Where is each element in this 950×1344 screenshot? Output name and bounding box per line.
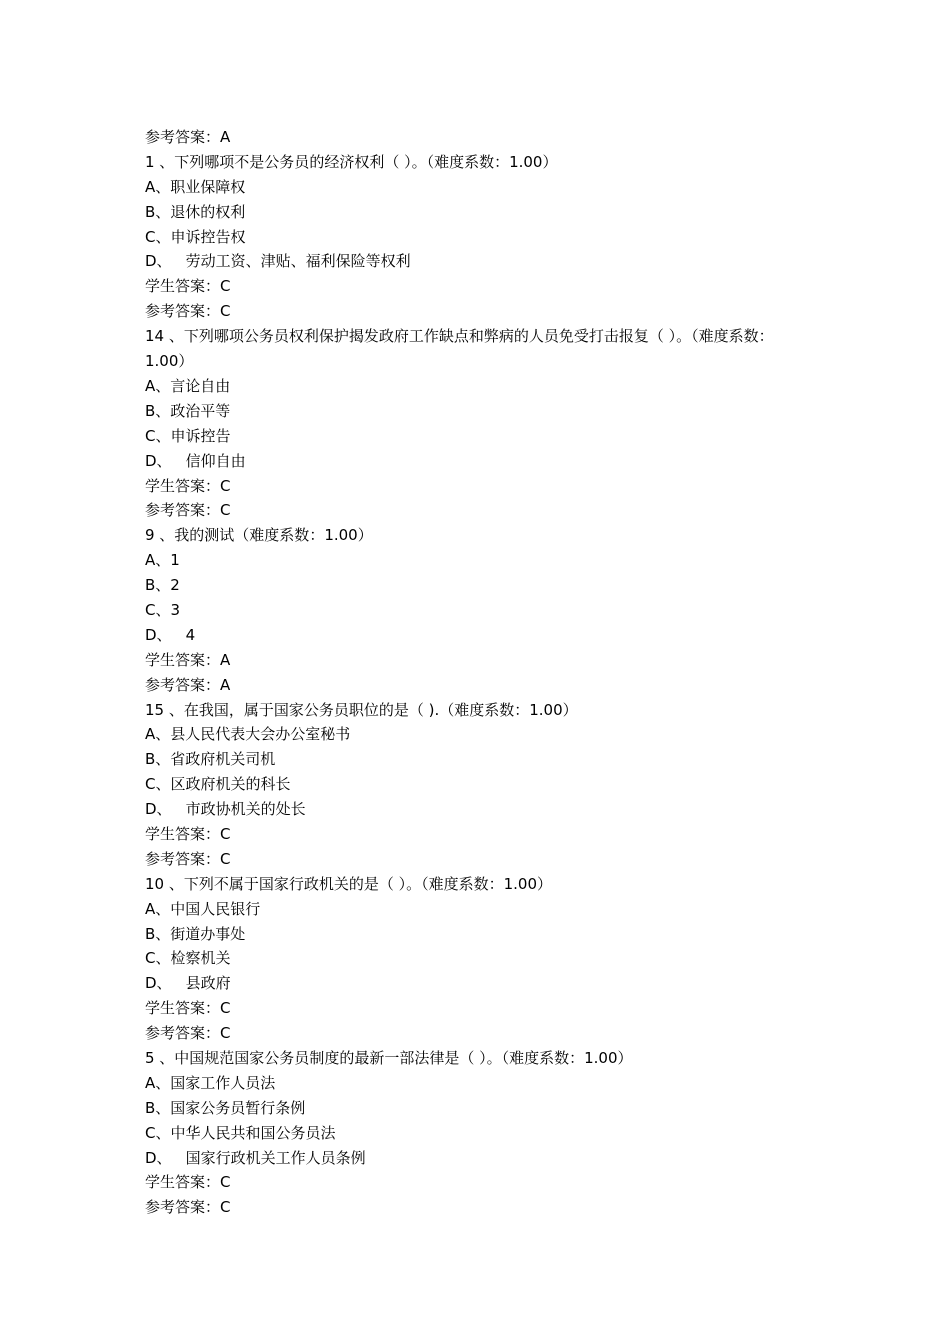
option-a: A、1 [145,551,180,570]
intro-reference-answer: 参考答案：A [145,128,231,146]
option-d-text: 市政协机关的处长 [185,800,306,819]
question-block [145,523,815,697]
option-d [145,249,815,274]
reference-answer: 参考答案：C [145,302,231,321]
student-answer: 学生答案：C [145,476,231,495]
option-d [145,623,815,648]
question-block [145,698,815,872]
option-d-text: 国家行政机关工作人员条例 [185,1148,366,1167]
option-b: B、退休的权利 [145,202,246,221]
option-b: B、街道办事处 [145,924,246,943]
option-a: A、国家工作人员法 [145,1073,276,1092]
question-block [145,872,815,1046]
question-stem: 14 、下列哪项公务员权利保护揭发政府工作缺点和弊病的人员免受打击报复（ ）。（难度系数：1.00） [145,327,774,371]
option-c: C、3 [145,600,181,619]
option-d-prefix: D、 [145,974,172,993]
option-d-prefix: D、 [145,800,172,819]
option-a: A、中国人民银行 [145,899,261,918]
reference-answer: 参考答案：C [145,1024,231,1043]
question-block [145,324,815,523]
student-answer: 学生答案：C [145,824,231,843]
student-answer: 学生答案：A [145,650,231,669]
option-d [145,971,815,996]
option-b: B、国家公务员暂行条例 [145,1098,306,1117]
student-answer: 学生答案：C [145,1173,231,1192]
option-d-prefix: D、 [145,1148,172,1167]
reference-answer: 参考答案：C [145,1198,231,1217]
option-c: C、区政府机关的科长 [145,775,291,794]
question-stem: 10 、下列不属于国家行政机关的是（ ）。（难度系数：1.00） [145,874,553,893]
question-stem: 1 、下列哪项不是公务员的经济权利（ ）。（难度系数：1.00） [145,152,558,171]
option-a: A、言论自由 [145,376,231,395]
option-d [145,1146,815,1171]
option-d-prefix: D、 [145,451,172,470]
question-block [145,1046,815,1220]
reference-answer: 参考答案：C [145,501,231,520]
option-d-text: 劳动工资、津贴、福利保险等权利 [185,252,411,271]
option-d-prefix: D、 [145,625,172,644]
option-d-text: 4 [185,625,196,644]
option-c: C、申诉控告权 [145,227,246,246]
option-b: B、2 [145,576,180,595]
student-answer: 学生答案：C [145,999,231,1018]
option-c: C、申诉控告 [145,426,231,445]
question-stem: 5 、中国规范国家公务员制度的最新一部法律是（ ）。（难度系数：1.00） [145,1048,633,1067]
option-c: C、中华人民共和国公务员法 [145,1123,336,1142]
option-a: A、职业保障权 [145,177,246,196]
option-b: B、政治平等 [145,401,231,420]
option-d-text: 县政府 [185,974,231,993]
reference-answer: 参考答案：A [145,675,231,694]
option-d [145,797,815,822]
question-stem: 9 、我的测试（难度系数：1.00） [145,526,373,545]
question-block [145,150,815,324]
option-d-text: 信仰自由 [185,451,246,470]
reference-answer: 参考答案：C [145,849,231,868]
option-a: A、县人民代表大会办公室秘书 [145,725,351,744]
option-b: B、省政府机关司机 [145,750,276,769]
student-answer: 学生答案：C [145,277,231,296]
option-d [145,449,815,474]
document-page [145,125,815,1220]
option-c: C、检察机关 [145,949,231,968]
option-d-prefix: D、 [145,252,172,271]
question-stem: 15 、在我国，属于国家公务员职位的是（ ).（难度系数：1.00） [145,700,578,719]
